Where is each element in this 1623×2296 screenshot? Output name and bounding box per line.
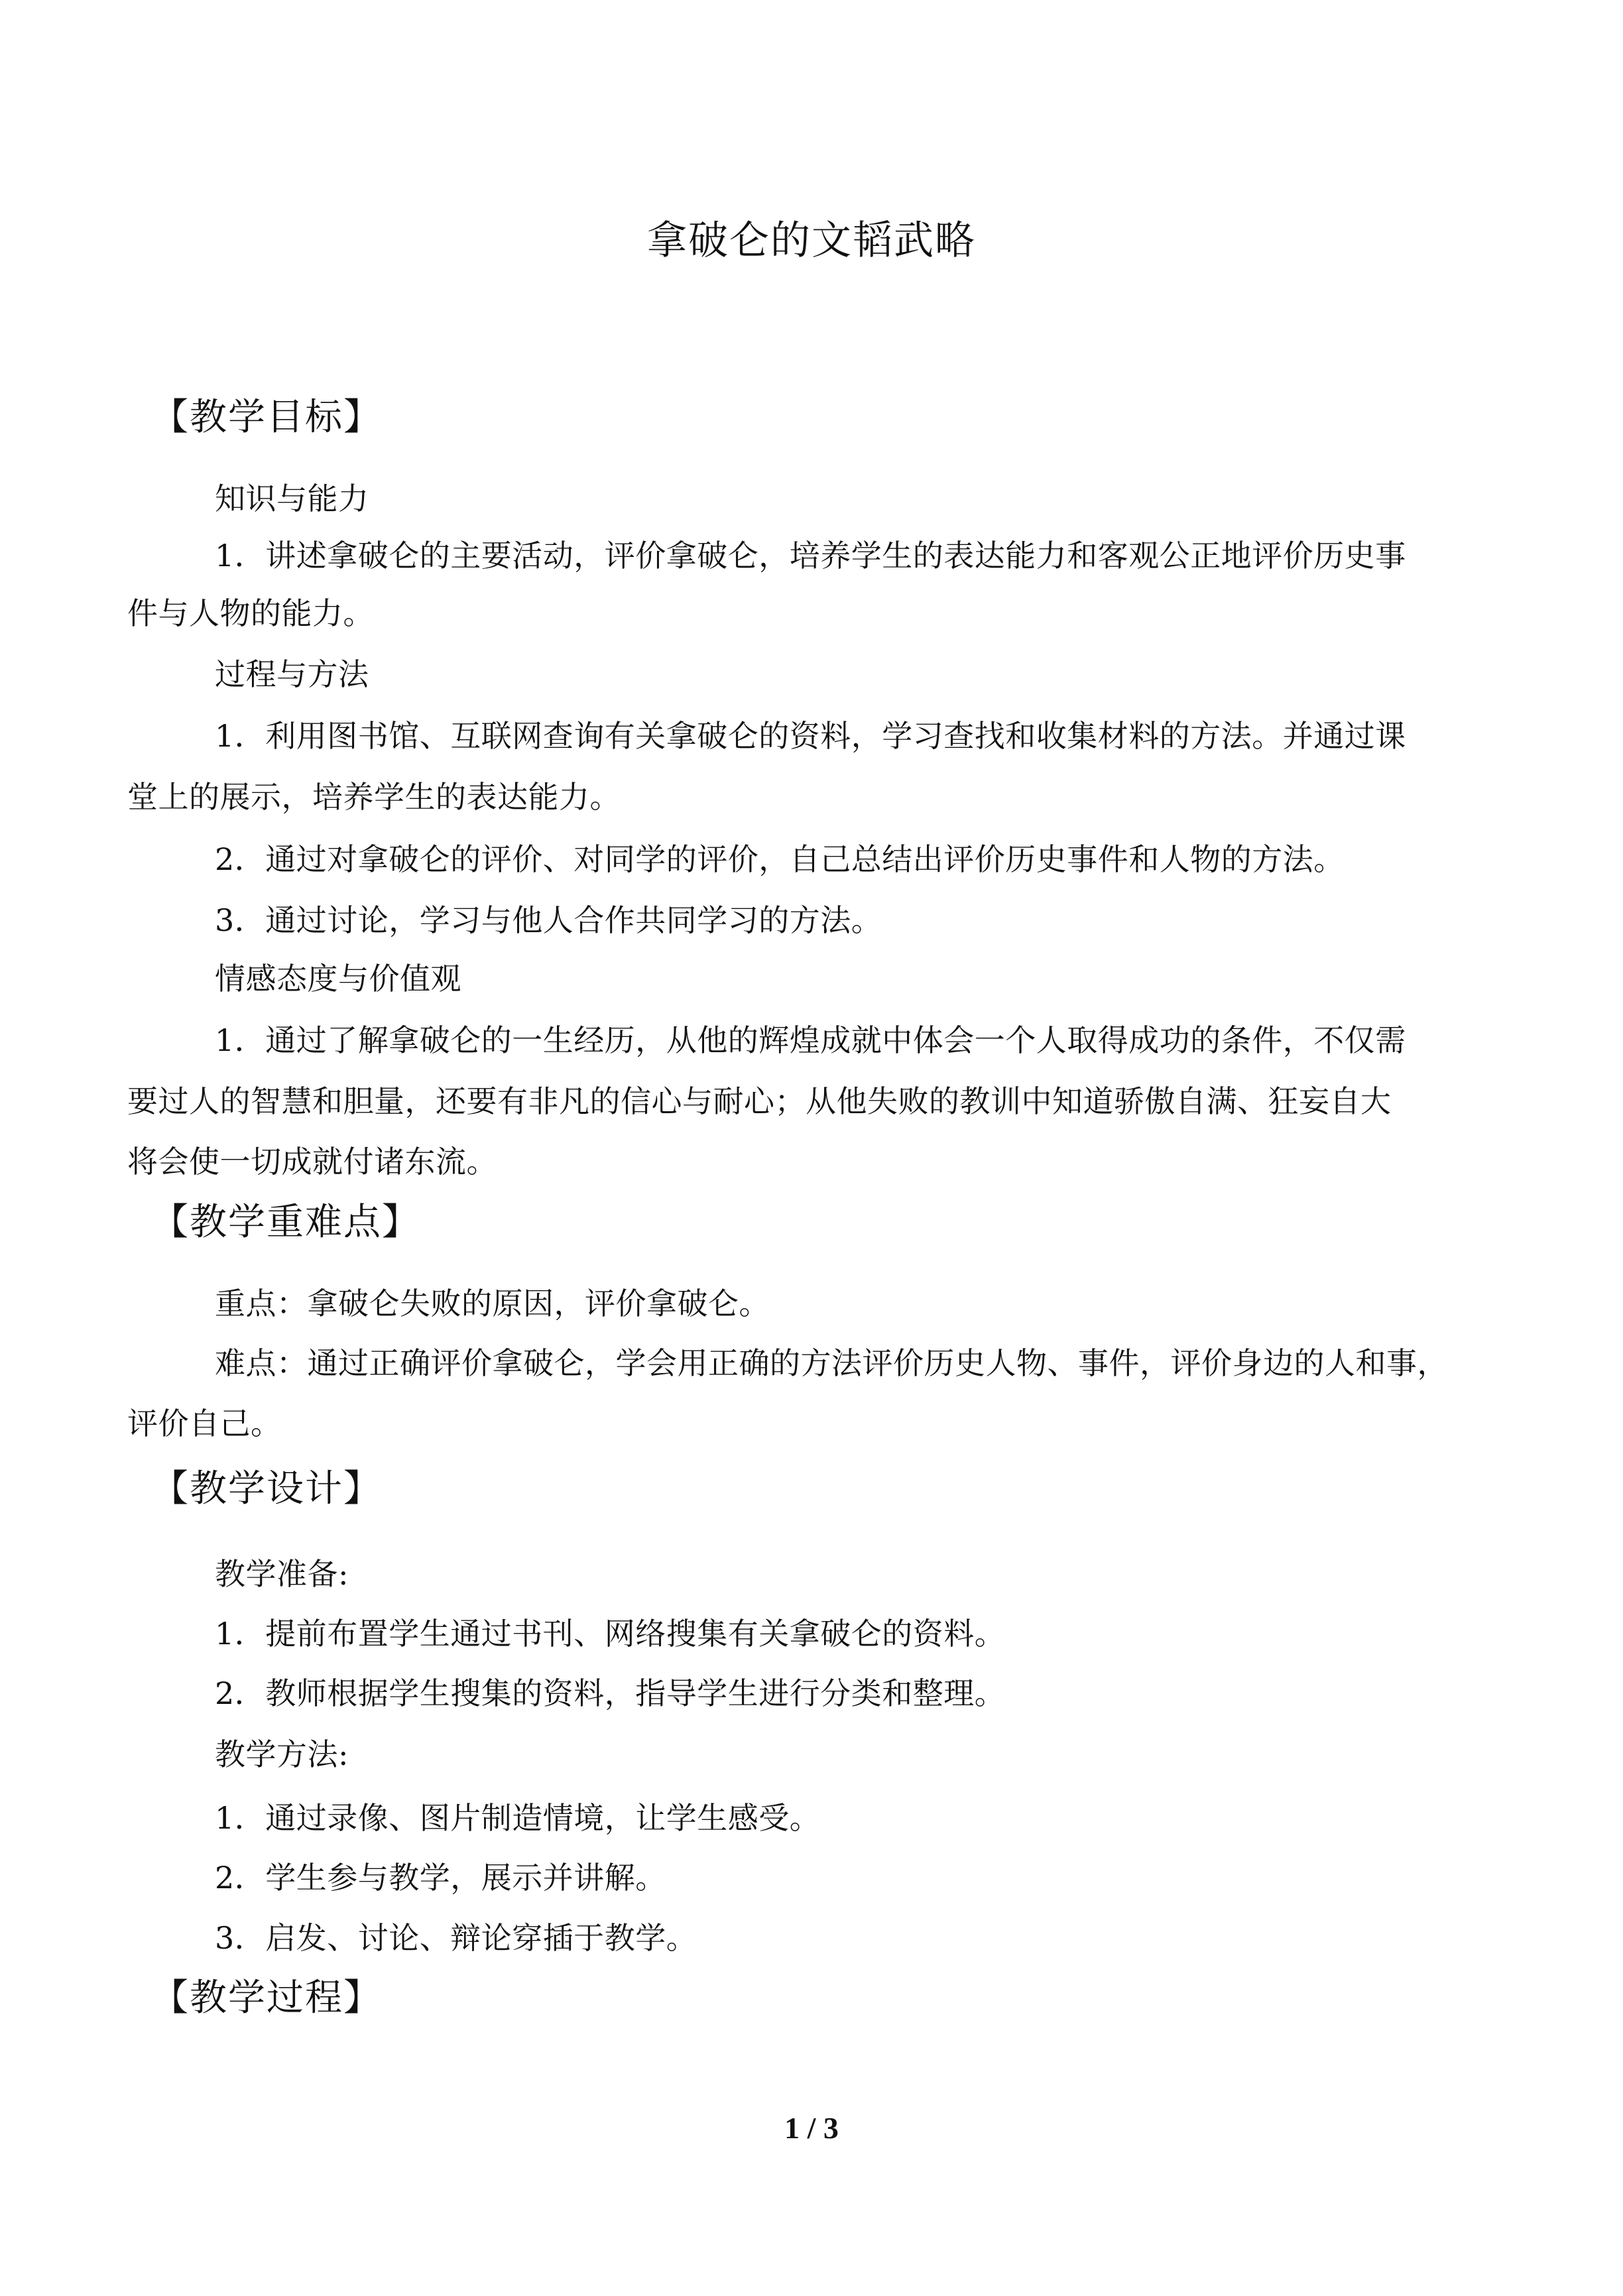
subheading-process: 过程与方法	[215, 656, 369, 692]
paragraph-line: 2．通过对拿破仑的评价、对同学的评价，自己总结出评价历史事件和人物的方法。	[215, 841, 1345, 877]
paragraph-line: 3．启发、讨论、辩论穿插于教学。	[215, 1920, 697, 1956]
paragraph-line: 1．通过了解拿破仑的一生经历，从他的辉煌成就中体会一个人取得成功的条件，不仅需	[215, 1022, 1406, 1058]
paragraph-line: 难点：通过正确评价拿破仑，学会用正确的方法评价历史人物、事件，评价身边的人和事，	[215, 1345, 1448, 1381]
paragraph-line: 将会使一切成就付诸东流。	[127, 1144, 497, 1179]
section-heading-key-points: 【教学重难点】	[151, 1201, 420, 1244]
paragraph-line: 1．讲述拿破仑的主要活动，评价拿破仑，培养学生的表达能力和客观公正地评价历史事	[215, 538, 1406, 574]
paragraph-line: 1．提前布置学生通过书刊、网络搜集有关拿破仑的资料。	[215, 1616, 1006, 1652]
paragraph-line: 1．通过录像、图片制造情境，让学生感受。	[215, 1800, 821, 1836]
paragraph-line: 件与人物的能力。	[127, 595, 374, 631]
paragraph-line: 3．通过讨论，学习与他人合作共同学习的方法。	[215, 902, 882, 938]
paragraph-line: 1．利用图书馆、互联网查询有关拿破仑的资料，学习查找和收集材料的方法。并通过课	[215, 718, 1406, 754]
document-title: 拿破仑的文韬武略	[647, 217, 976, 264]
subheading-method: 教学方法:	[215, 1736, 349, 1772]
subheading-knowledge: 知识与能力	[215, 481, 369, 516]
page-number: 1 / 3	[784, 2111, 839, 2145]
section-heading-design: 【教学设计】	[151, 1467, 382, 1510]
paragraph-line: 评价自己。	[127, 1406, 282, 1441]
section-heading-goals: 【教学目标】	[151, 396, 382, 439]
section-heading-process: 【教学过程】	[151, 1976, 382, 2020]
subheading-preparation: 教学准备:	[215, 1556, 349, 1592]
subheading-attitude: 情感态度与价值观	[215, 961, 461, 997]
paragraph-line: 重点：拿破仑失败的原因，评价拿破仑。	[215, 1286, 770, 1321]
paragraph-line: 2．教师根据学生搜集的资料，指导学生进行分类和整理。	[215, 1675, 1006, 1711]
paragraph-line: 2．学生参与教学，展示并讲解。	[215, 1860, 666, 1896]
paragraph-line: 要过人的智慧和胆量，还要有非凡的信心与耐心；从他失败的教训中知道骄傲自满、狂妄自大	[127, 1083, 1392, 1119]
paragraph-line: 堂上的展示，培养学生的表达能力。	[127, 779, 621, 815]
